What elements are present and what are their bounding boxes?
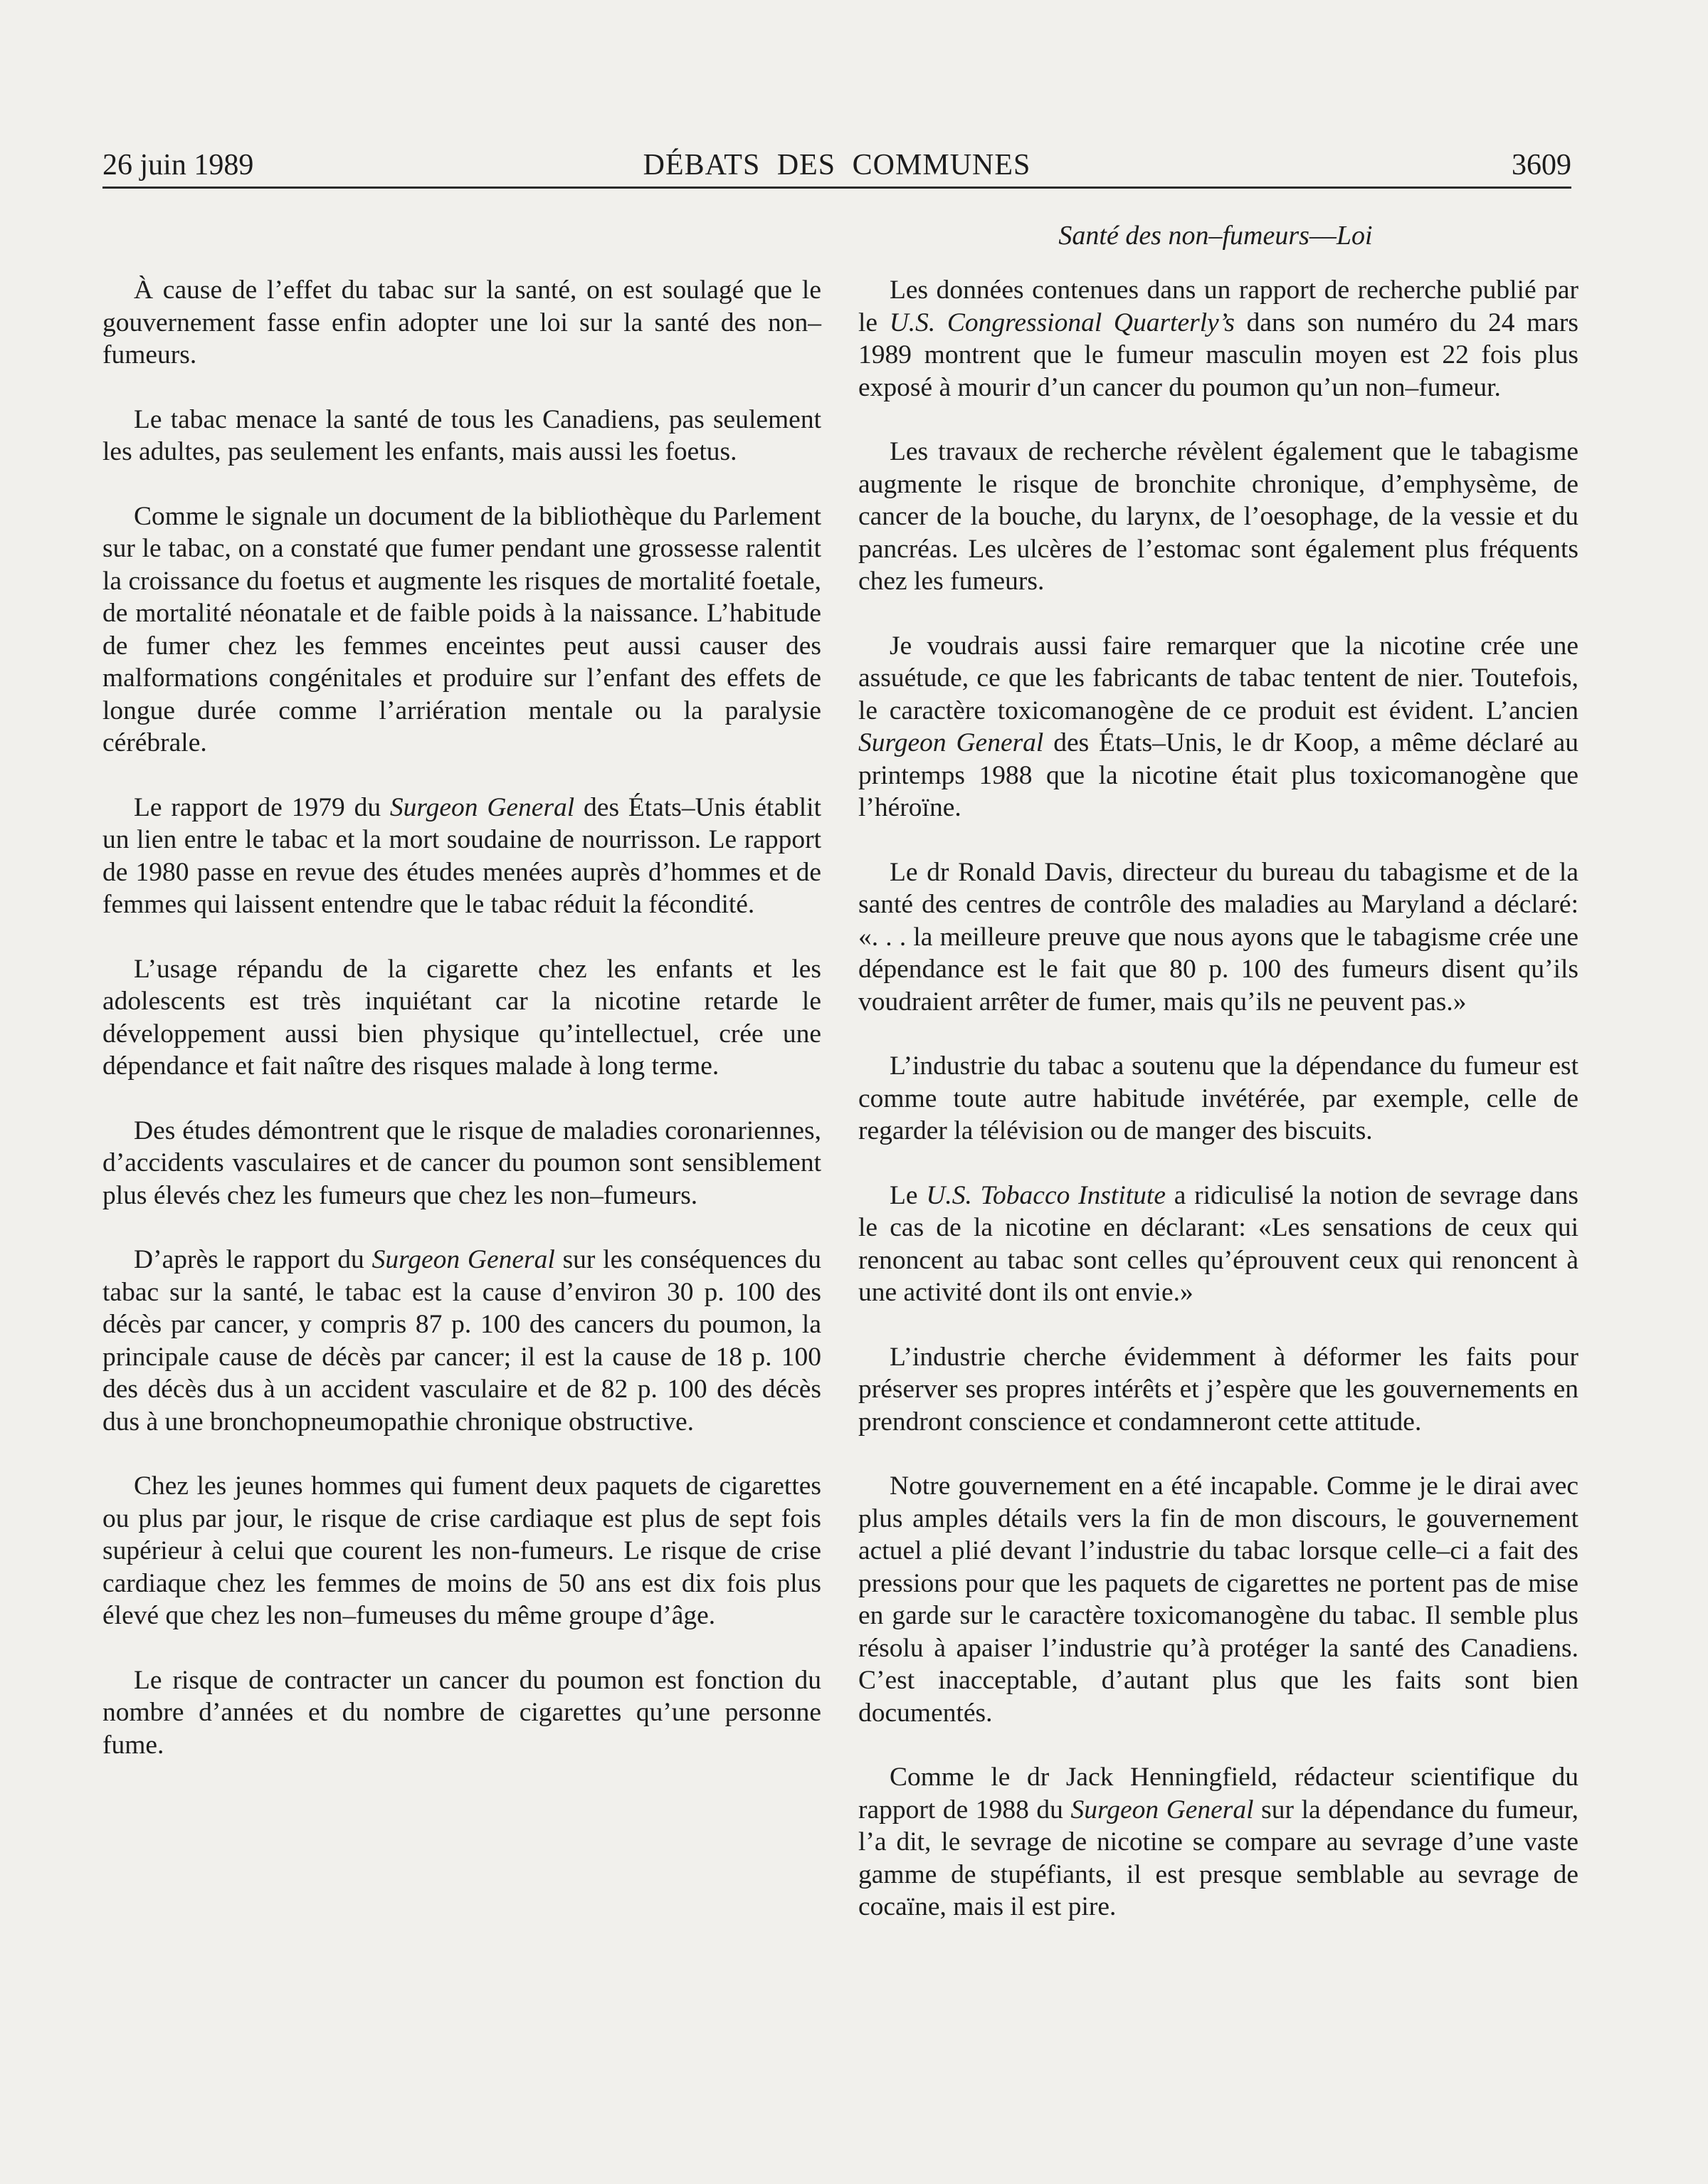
paragraph xyxy=(858,630,1578,824)
left-column xyxy=(102,274,821,1793)
paragraph: Le dr Ronald Davis, directeur du bureau du tabagisme et de la santé des centres de contrôle des maladies au Maryland a déclaré: «. . . la meilleure preuve que nous ayons que le tabagisme crée une dépendance est le fait que 80 p. 100 des fumeurs disent qu’ils voudraient arrêter de fumer, mais qu’ils ne peuvent pas.» xyxy=(858,857,1578,1017)
paragraph: Des études démontrent que le risque de maladies coronariennes, d’accidents vasculaires et de cancer du poumon sont sensiblement plus élevés chez les fumeurs que chez les non–fumeurs. xyxy=(102,1115,821,1210)
italic-term: U.S. Congressional Quarterly’s xyxy=(889,308,1235,337)
header-rule xyxy=(102,187,1571,189)
paragraph: Le risque de contracter un cancer du poumon est fonction du nombre d’années et du nombre de cigarettes qu’une personne fume. xyxy=(102,1665,821,1760)
running-head: Santé des non–fumeurs––Loi xyxy=(1058,221,1373,251)
paragraph: L’industrie du tabac a soutenu que la dépendance du fumeur est comme toute autre habitude invétérée, par exemple, celle de regarder la télévision ou de manger des biscuits. xyxy=(858,1051,1578,1145)
text-run: Le xyxy=(890,1180,927,1210)
text-run: sur la dépendance du fumeur, l’a dit, le sevrage de nicotine se compare au sevrage d’une vaste gamme de stupéfiants, il est presque semblable au sevrage de cocaïne, mais il est pire. xyxy=(858,1795,1579,1921)
paragraph: Le tabac menace la santé de tous les Canadiens, pas seulement les adultes, pas seulement les enfants, mais aussi les foetus. xyxy=(102,404,821,466)
text-run: a ridiculisé la notion de sevrage dans le cas de la nicotine en déclarant: «Les sensations de ceux qui renoncent au tabac sont celles qu’éprouvent ceux qui renoncent à une activité dont ils ont envie.» xyxy=(858,1180,1578,1307)
paragraph xyxy=(102,1244,821,1438)
paragraph: À cause de l’effet du tabac sur la santé, on est soulagé que le gouvernement fasse enfin adopter une loi sur la santé des non–fumeurs. xyxy=(102,275,821,369)
paragraph: Comme le signale un document de la bibliothèque du Parlement sur le tabac, on a constaté que fumer pendant une grossesse ralentit la croissance du foetus et augmente les risques de mortalité foetale, de mortalité néonatale et de faible poids à la naissance. L’habitude de fumer chez les femmes enceintes peut aussi causer des malformations congénitales et produire sur l’enfant des effets de longue durée comme l’arriération mentale ou la paralysie cérébrale. xyxy=(102,501,821,757)
paragraph: L’usage répandu de la cigarette chez les enfants et les adolescents est très inquiétant car la nicotine retarde le développement aussi bien physique qu’intellectuel, crée une dépendance et fait naître des risques malade à long terme. xyxy=(102,954,821,1081)
paragraph: L’industrie cherche évidemment à déformer les faits pour préserver ses propres intérêts et j’espère que les gouvernements en prendront conscience et condamneront cette attitude. xyxy=(858,1342,1578,1437)
paragraph: Notre gouvernement en a été incapable. Comme je le dirai avec plus amples détails vers la fin de mon discours, le gouvernement actuel a plié devant l’industrie du tabac lorsque celle–ci a fait des pressions pour que les paquets de cigarettes ne portent pas de mise en garde sur le caractère toxicomanogène du tabac. Il semble plus résolu à apaiser l’industrie qu’à protéger la santé des Canadiens. C’est inacceptable, d’autant plus que les faits sont bien documentés. xyxy=(858,1471,1578,1728)
text-run: Le rapport de 1979 du xyxy=(134,792,390,822)
italic-term: Surgeon General xyxy=(858,728,1044,757)
italic-term: Surgeon General xyxy=(371,1245,555,1274)
text-run: dans son numéro du 24 mars 1989 montrent que le fumeur masculin moyen est 22 fois plus exposé à mourir d’un cancer du poumon qu’un non–fumeur. xyxy=(858,308,1578,402)
italic-term: Surgeon General xyxy=(1070,1795,1254,1825)
header-date: 26 juin 1989 xyxy=(102,149,254,182)
italic-term: U.S. Tobacco Institute xyxy=(926,1180,1166,1210)
paragraph xyxy=(858,274,1578,404)
paragraph xyxy=(102,792,821,921)
paragraph xyxy=(858,1761,1578,1923)
text-run: D’après le rapport du xyxy=(134,1245,372,1274)
text-run: sur les conséquences du tabac sur la santé, le tabac est la cause d’environ 30 p. 100 des décès par cancer, y compris 87 p. 100 des cancers du poumon, la principale cause de décès par cancer; il est la cause de 18 p. 100 des décès dus à un accident vasculaire et de 82 p. 100 des décès dus à une bronchopneumopathie chronique obstructive. xyxy=(102,1245,822,1437)
paragraph: Les travaux de recherche révèlent également que le tabagisme augmente le risque de bronchite chronique, d’emphysème, de cancer de la bouche, du larynx, de l’oesophage, de la vessie et du pancréas. Les ulcères de l’estomac sont également plus fréquents chez les fumeurs. xyxy=(858,437,1578,596)
paragraph: Chez les jeunes hommes qui fument deux paquets de cigarettes ou plus par jour, le risque de crise cardiaque est plus de sept fois supérieur à celui que courent les non-fumeurs. Le risque de crise cardiaque chez les femmes de moins de 50 ans est dix fois plus élevé que chez les non–fumeuses du même groupe d’âge. xyxy=(102,1471,821,1630)
paragraph xyxy=(858,1180,1578,1309)
text-run: Comme le dr Jack Henningfield, rédacteur scientifique du rapport de 1988 du xyxy=(858,1763,1578,1825)
italic-term: Surgeon General xyxy=(389,792,575,822)
header-page-number: 3609 xyxy=(1512,149,1571,182)
text-run: des États–Unis, le dr Koop, a même déclaré au printemps 1988 que la nicotine était plus toxicomanogène que l’héroïne. xyxy=(858,728,1579,822)
header-title: DÉBATS DES COMMUNES xyxy=(643,149,1031,182)
text-run: des États–Unis établit un lien entre le tabac et la mort soudaine de nourrisson. Le rapport de 1980 passe en revue des études menées auprès d’hommes et de femmes qui laissent entendre que le tabac réduit la fécondité. xyxy=(102,792,821,919)
text-run: Les données contenues dans un rapport de recherche publié par le xyxy=(858,275,1578,337)
right-column xyxy=(858,274,1578,1955)
text-run: Je voudrais aussi faire remarquer que la nicotine crée une assuétude, ce que les fabricants de tabac tentent de nier. Toutefois, le caractère toxicomanogène de ce produit est évident. L’ancien xyxy=(858,631,1578,725)
page-header xyxy=(102,145,1571,185)
